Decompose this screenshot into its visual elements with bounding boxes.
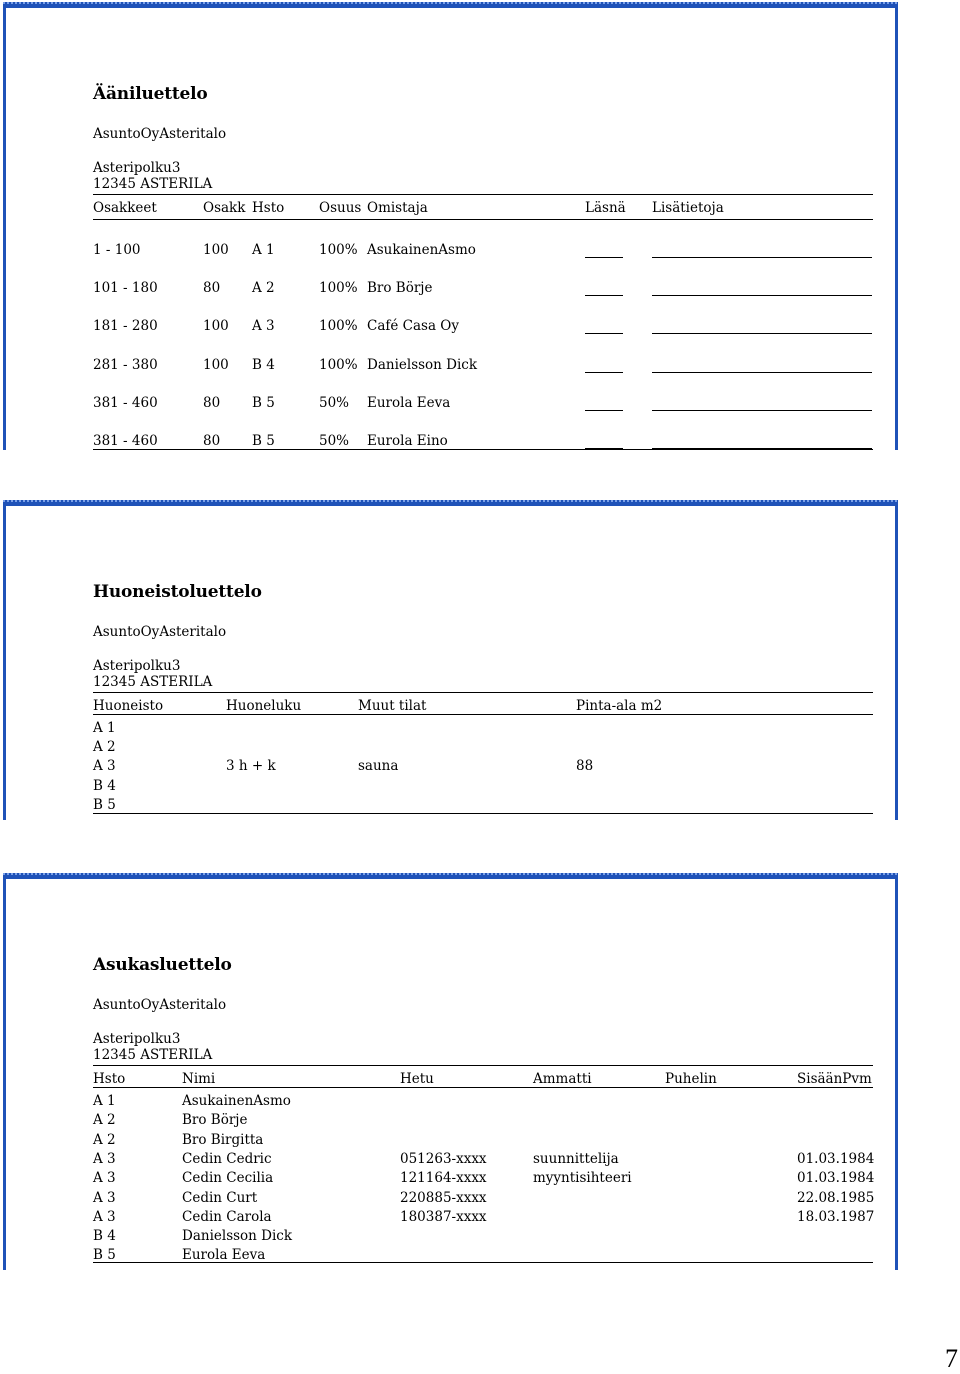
table-cell: AsukainenAsmo [182,1093,291,1109]
table-cell: sauna [358,758,399,775]
lisatietoja-blank-line[interactable] [652,333,872,334]
header-rule-top [93,1065,873,1066]
table-cell: 100% [319,356,358,373]
table-cell: 80 [203,394,221,411]
table-cell: 01.03.1984 [797,1150,875,1167]
table-cell: A 2 [93,739,116,756]
column-header: Huoneluku [226,698,302,714]
table-cell: B 4 [93,777,116,794]
table-rule-end [93,1262,873,1263]
column-header: Huoneisto [93,698,164,714]
column-header: Osuus [319,200,362,216]
table-cell: Eurola Eeva [367,394,451,411]
column-header: Puhelin [665,1071,717,1087]
table-cell: 381 - 460 [93,394,158,411]
table-cell: Bro Börje [367,280,433,297]
table-cell: 220885-xxxx [400,1189,487,1206]
table-cell: 101 - 180 [93,280,158,297]
address-city: 12345 ASTERILA [93,1047,213,1063]
lisatietoja-blank-line[interactable] [652,410,872,411]
table-cell: 281 - 380 [93,356,158,373]
table-cell: 80 [203,280,221,297]
lisatietoja-blank-line[interactable] [652,372,872,373]
column-header: Ammatti [533,1071,592,1087]
table-cell: Cedin Cecilia [182,1170,274,1187]
table-rule-end [93,449,873,450]
table-cell: A 1 [93,720,116,736]
column-header: Hsto [93,1071,126,1087]
table-cell: Bro Birgitta [182,1131,264,1148]
table-cell: A 3 [93,1189,116,1206]
table-cell: 01.03.1984 [797,1170,875,1187]
column-header: Lisätietoja [652,200,724,216]
table-cell: 381 - 460 [93,433,158,449]
address-street: Asteripolku3 [93,1031,181,1047]
lasna-blank-line[interactable] [585,257,623,258]
asukasluettelo-title: Asukasluettelo [93,955,232,975]
table-cell: 100 [203,318,229,335]
table-cell: A 1 [93,1093,116,1109]
table-cell: A 3 [93,1208,116,1225]
table-cell: 3 h + k [226,758,276,775]
address-street: Asteripolku3 [93,160,181,176]
page-number: 7 [945,1344,958,1373]
huoneistoluettelo-title: Huoneistoluettelo [93,582,262,602]
table-cell: 100% [319,318,358,335]
table-cell: Cedin Carola [182,1208,272,1225]
aaniluettelo-title: Ääniluettelo [93,84,208,104]
company-name: AsuntoOyAsteritalo [93,997,227,1013]
header-rule-top [93,692,873,693]
table-cell: 100% [319,280,358,297]
table-cell: A 2 [252,280,275,297]
table-cell: Cedin Cedric [182,1150,272,1167]
table-cell: A 1 [252,242,275,258]
table-cell: B 4 [93,1228,116,1245]
column-header: Hsto [252,200,285,216]
column-header: SisäänPvm [797,1071,872,1087]
lasna-blank-line[interactable] [585,410,623,411]
header-rule-bottom [93,219,873,220]
table-cell: A 3 [93,758,116,775]
table-cell: A 2 [93,1112,116,1129]
column-header: Muut tilat [358,698,427,714]
table-cell: AsukainenAsmo [367,242,476,258]
header-rule-bottom [93,714,873,715]
lasna-blank-line[interactable] [585,372,623,373]
lasna-blank-line[interactable] [585,333,623,334]
column-header: Osakkeet [93,200,157,216]
table-cell: 1 - 100 [93,242,141,258]
table-cell: B 4 [252,356,275,373]
aaniluettelo-panel [3,2,898,450]
huoneistoluettelo-panel [3,500,898,820]
header-rule-top [93,194,873,195]
table-cell: B 5 [93,796,116,813]
lisatietoja-blank-line[interactable] [652,295,872,296]
table-cell: A 3 [93,1170,116,1187]
table-cell: suunnittelija [533,1150,619,1167]
column-header: Osakk [203,200,246,216]
table-cell: B 5 [252,394,275,411]
asukasluettelo-panel [3,873,898,1270]
table-cell: 18.03.1987 [797,1208,875,1225]
address-city: 12345 ASTERILA [93,176,213,192]
address-street: Asteripolku3 [93,658,181,674]
column-header: Omistaja [367,200,428,216]
address-city: 12345 ASTERILA [93,674,213,690]
column-header: Pinta-ala m2 [576,698,663,714]
table-cell: 50% [319,394,350,411]
table-cell: 100 [203,242,229,258]
lasna-blank-line[interactable] [585,295,623,296]
company-name: AsuntoOyAsteritalo [93,126,227,142]
table-cell: Danielsson Dick [367,356,478,373]
column-header: Nimi [182,1071,216,1087]
table-cell: A 3 [93,1150,116,1167]
table-cell: 50% [319,433,350,449]
table-cell: Bro Börje [182,1112,248,1129]
table-cell: 88 [576,758,594,775]
table-cell: Cedin Curt [182,1189,258,1206]
table-cell: 180387-xxxx [400,1208,487,1225]
table-rule-end [93,813,873,814]
column-header: Läsnä [585,200,626,216]
table-cell: 051263-xxxx [400,1150,487,1167]
table-cell: 80 [203,433,221,449]
table-cell: Eurola Eino [367,433,448,449]
table-cell: A 2 [93,1131,116,1148]
table-cell: 121164-xxxx [400,1170,487,1187]
company-name: AsuntoOyAsteritalo [93,624,227,640]
table-cell: B 5 [93,1247,116,1264]
table-cell: 100% [319,242,358,258]
table-cell: 100 [203,356,229,373]
table-cell: myyntisihteeri [533,1170,632,1187]
table-cell: Danielsson Dick [182,1228,293,1245]
table-cell: 181 - 280 [93,318,158,335]
table-cell: A 3 [252,318,275,335]
header-rule-bottom [93,1087,873,1088]
table-cell: Café Casa Oy [367,318,459,335]
table-cell: B 5 [252,433,275,449]
table-cell: Eurola Eeva [182,1247,266,1264]
column-header: Hetu [400,1071,434,1087]
lisatietoja-blank-line[interactable] [652,257,872,258]
table-cell: 22.08.1985 [797,1189,875,1206]
